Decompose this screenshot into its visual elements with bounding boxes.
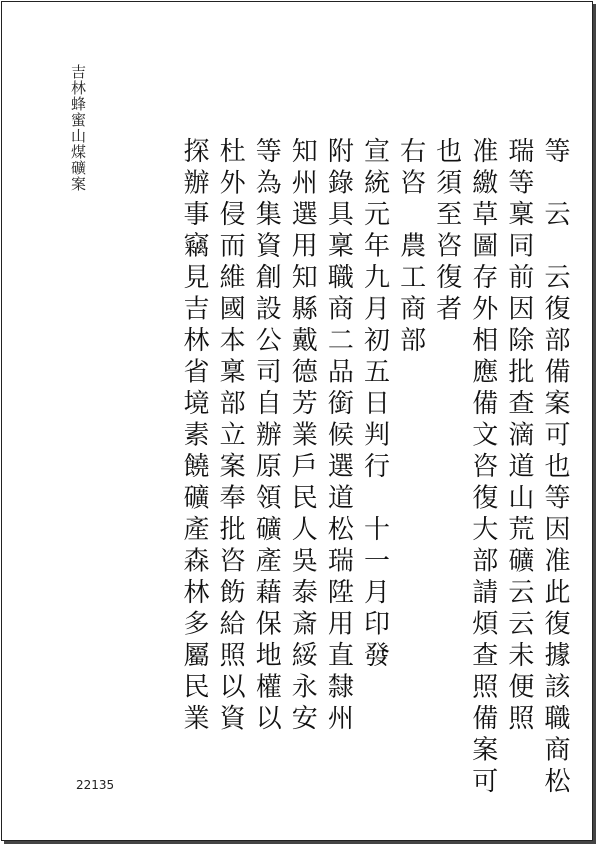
text-column: 准繳草圖存外相應備文咨復大部請煩查照備案可 — [467, 137, 498, 799]
text-column: 知州選用知縣戴德芳業戶民人吳泰斎綏永安 — [287, 137, 318, 736]
page-frame — [1, 1, 593, 841]
text-column: 也須至咨復者 — [431, 137, 462, 326]
document-text — [177, 137, 572, 799]
text-column: 右咨 農工商部 — [395, 137, 426, 358]
text-column: 等 云 云復部備案可也等因准此復據該職商松 — [539, 137, 570, 799]
text-column: 等為集資創設公司自辦原領礦產藉保地權以 — [251, 137, 282, 736]
page-number: 22135 — [76, 778, 115, 792]
text-column: 瑞等稟同前因除批查滴道山荒礦云云未便照 — [503, 137, 534, 736]
text-column: 附錄具稟職商二品銜候選道松瑞陞用直隸州 — [323, 137, 354, 736]
text-column: 杜外侵而維國本稟部立案奉批咨飭給照以資 — [215, 137, 246, 736]
side-title: 吉林蜂蜜山煤礦案 — [69, 64, 87, 192]
text-column: 宣統元年九月初五日判行 十一月印發 — [359, 137, 390, 673]
text-column: 探辦事竊見吉林省境素饒礦產森林多屬民業 — [179, 137, 209, 736]
